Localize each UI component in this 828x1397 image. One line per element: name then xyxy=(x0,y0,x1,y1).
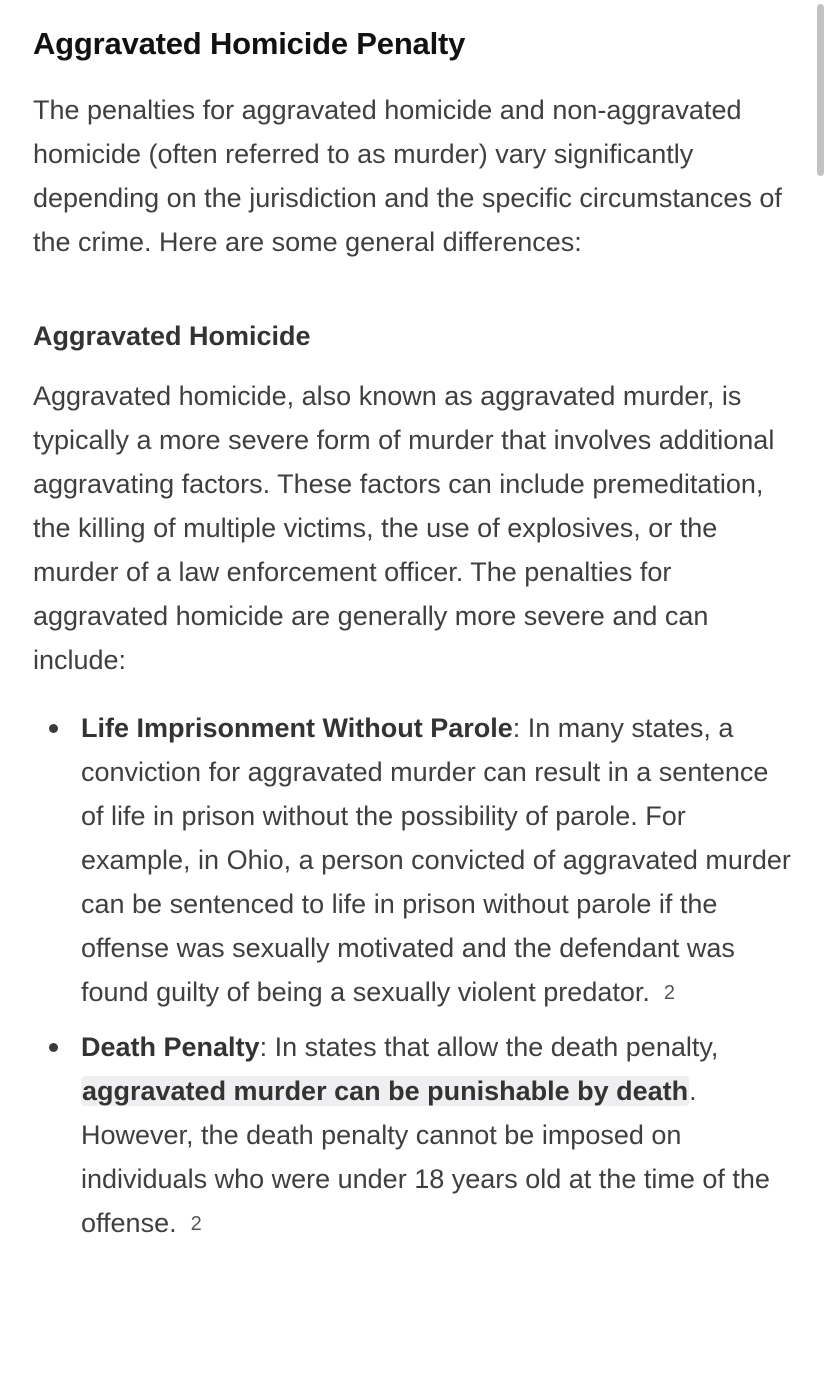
highlighted-text: aggravated murder can be punishable by death xyxy=(82,1076,689,1106)
section-paragraph: Aggravated homicide, also known as aggravated murder, is typically a more severe form of murder that involves additional aggravating factors. These factors can include premeditation, the killing of multiple victims, the use of explosives, or the murder of a law enforcement officer. The penalties for aggravated homicide are generally more severe and can include: xyxy=(33,381,775,675)
intro-paragraph: The penalties for aggravated homicide and non-aggravated homicide (often referred to as murder) vary significantly depending on the jurisdiction and the specific circumstances of the crime. Here are some general differences: xyxy=(33,95,782,257)
penalty-list xyxy=(33,706,795,1246)
list-item xyxy=(33,1025,795,1246)
list-item xyxy=(33,706,795,1015)
bullet-icon xyxy=(49,1043,58,1052)
scrollbar-thumb[interactable] xyxy=(817,4,824,176)
bullet-icon xyxy=(49,724,58,733)
citation-link[interactable]: 2 xyxy=(663,982,675,1004)
bullet-text: : In states that allow the death penalty, xyxy=(259,1032,719,1062)
section-heading: Aggravated Homicide xyxy=(33,321,311,351)
bullet-term: Death Penalty xyxy=(81,1032,260,1062)
citation-link[interactable]: 2 xyxy=(190,1213,202,1235)
article xyxy=(33,22,795,1256)
bullet-text: : In many states, a conviction for aggravated murder can result in a sentence of life in prison without the possibility of parole. For example, in Ohio, a person convicted of aggravated murder can be sentenced to life in prison without parole if the offense was sexually motivated and the defendant was found guilty of being a sexually violent predator. xyxy=(81,713,791,1007)
scrollbar[interactable] xyxy=(816,0,824,1397)
page-title: Aggravated Homicide Penalty xyxy=(33,26,466,61)
bullet-term: Life Imprisonment Without Parole xyxy=(81,713,513,743)
bullet-text: . However, the death penalty cannot be imposed on individuals who were under 18 years old at the time of the offense. xyxy=(81,1076,770,1238)
